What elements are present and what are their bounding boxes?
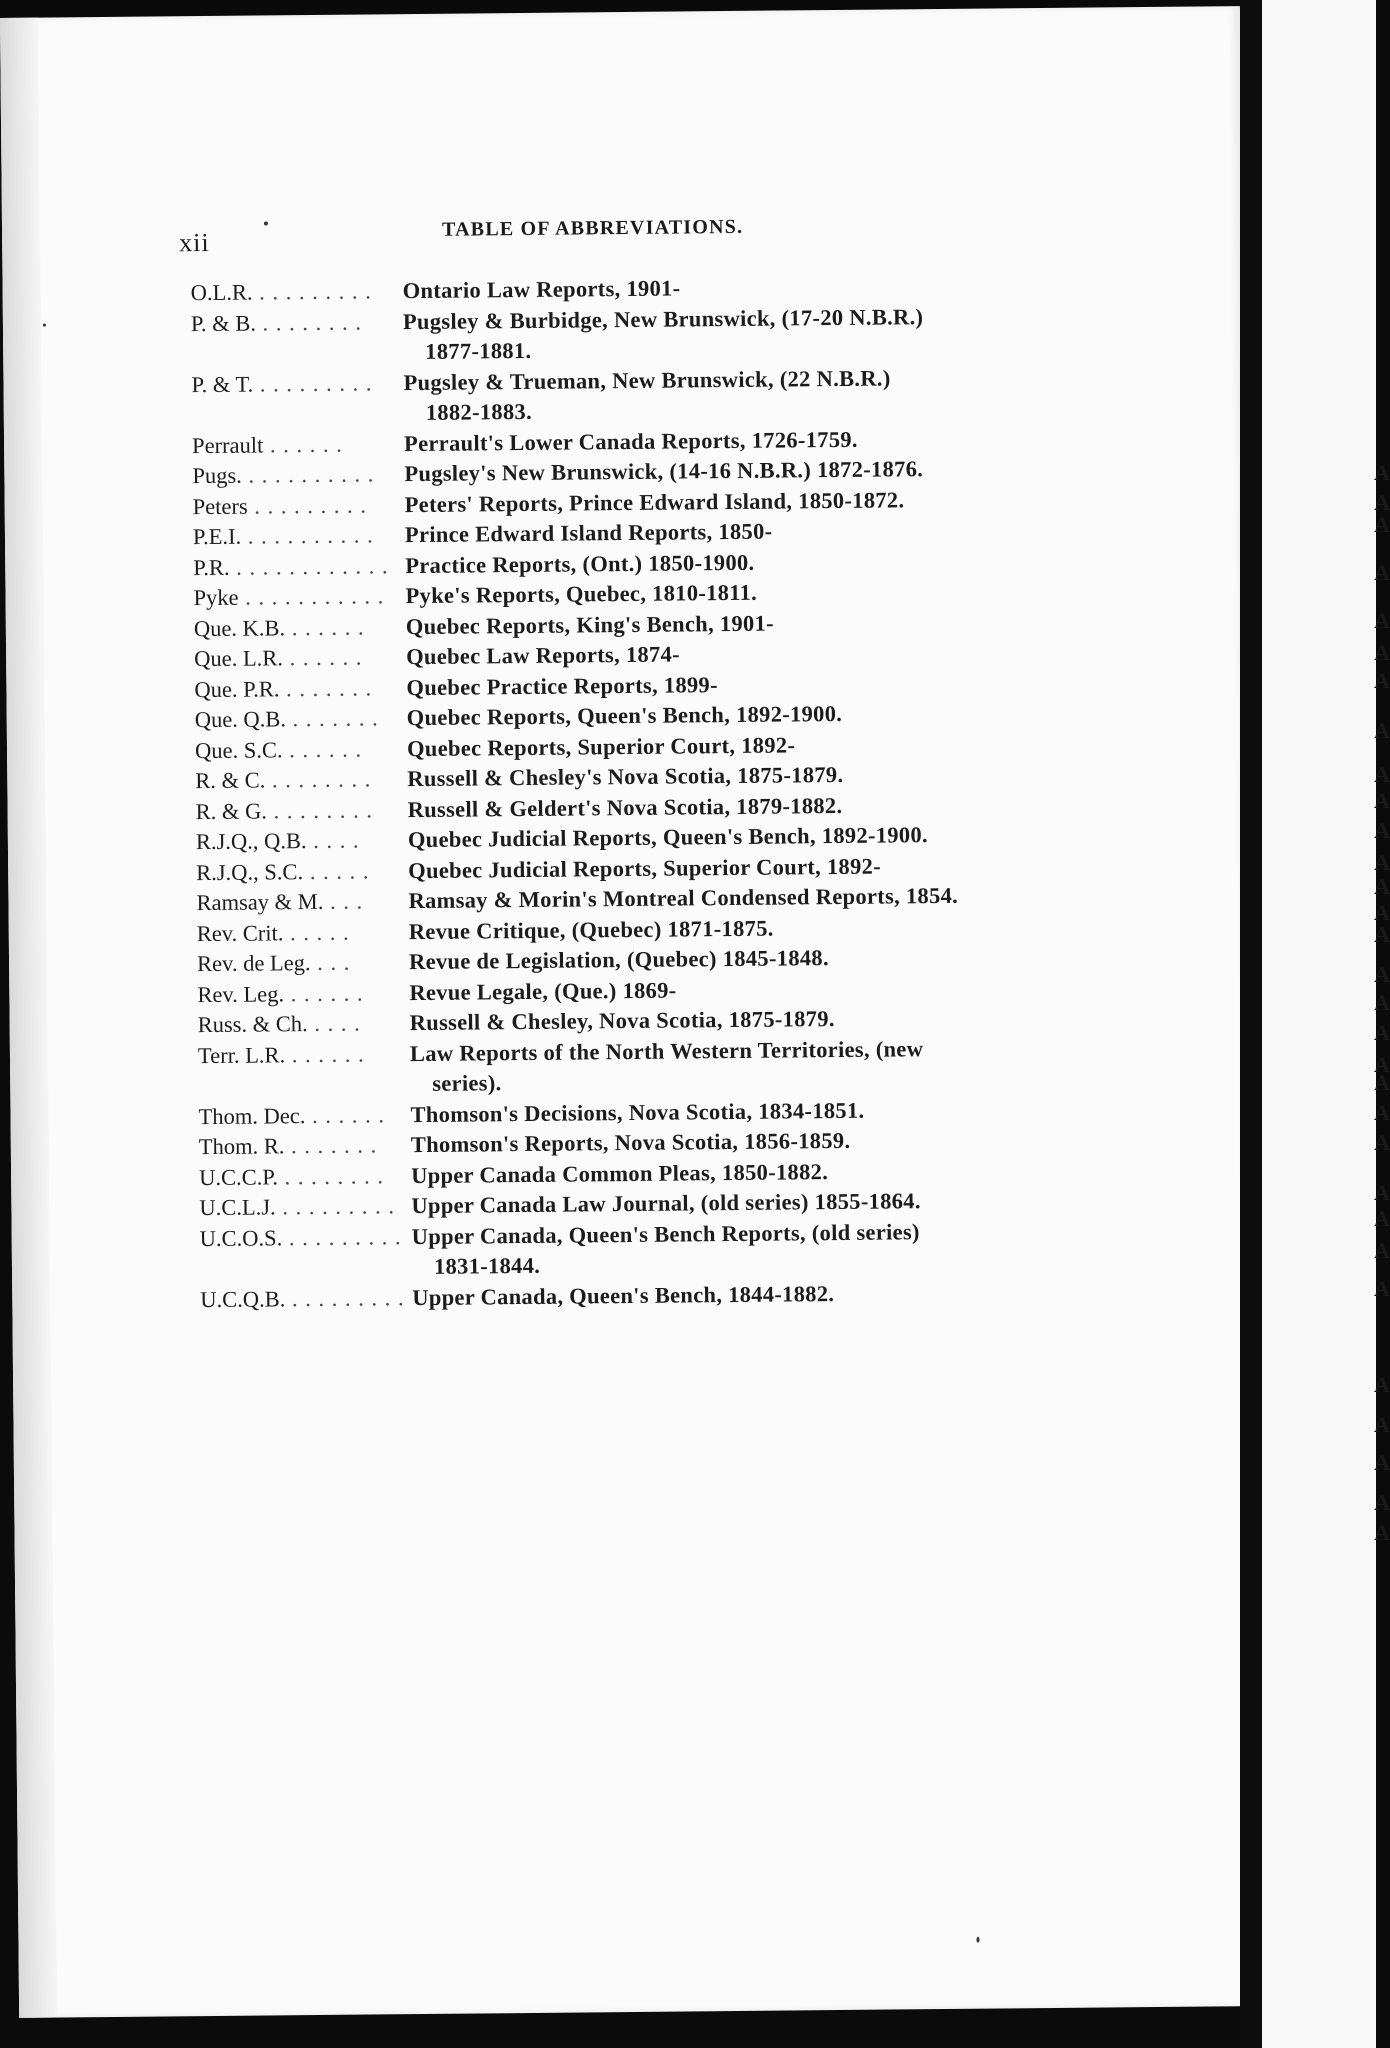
- expansion-text: Pugsley & Burbidge, New Brunswick, (17-20 N.B.R.): [402, 303, 924, 334]
- leader-dots: . . . . .: [283, 919, 350, 945]
- abbreviation-term: [194, 642, 406, 675]
- expansion-text: Ramsay & Morin's Montreal Condensed Reports, 1854.: [408, 882, 959, 914]
- abbreviation-term: [193, 581, 405, 614]
- expansion-text: Quebec Reports, Queen's Bench, 1892-1900.: [406, 700, 843, 731]
- facing-page-letter: A: [1374, 1412, 1390, 1437]
- abbreviation-term: [193, 520, 405, 553]
- abbreviation-term: [192, 459, 404, 492]
- book-gutter: [1240, 0, 1262, 2048]
- abbreviation-text: O.L.R.: [190, 279, 253, 306]
- facing-page-letter: A: [1374, 490, 1390, 515]
- abbreviation-text: U.C.O.S.: [199, 1224, 283, 1251]
- abbreviation-term: [197, 917, 409, 950]
- running-head: TABLE OF ABBREVIATIONS.: [441, 215, 744, 241]
- abbreviation-term: [195, 703, 407, 736]
- facing-page-letter: A: [1374, 1020, 1390, 1045]
- expansion-text: Pugsley & Trueman, New Brunswick, (22 N.B.R.): [403, 364, 891, 395]
- expansion-text: Thomson's Decisions, Nova Scotia, 1834-1851.: [410, 1097, 865, 1127]
- expansion-text: Perrault's Lower Canada Reports, 1726-1759.: [403, 426, 858, 456]
- abbreviation-term: [196, 886, 408, 919]
- abbreviation-term: [198, 1039, 410, 1072]
- abbreviation-expansion: [412, 1276, 1080, 1313]
- expansion-text: Ontario Law Reports, 1901-: [402, 275, 681, 304]
- abbreviation-entry: [198, 1032, 1079, 1101]
- expansion-text: Russell & Geldert's Nova Scotia, 1879-1882.: [407, 792, 843, 822]
- leader-dots: . . . . . .: [263, 431, 343, 457]
- leader-dots: . . . . . .: [282, 644, 363, 671]
- facing-page-letter: A: [1374, 1490, 1390, 1515]
- expansion-text: Upper Canada, Queen's Bench Reports, (old series): [411, 1218, 920, 1249]
- facing-page-letter: A: [1374, 1238, 1390, 1263]
- expansion-continuation: 1831-1844.: [433, 1252, 541, 1279]
- leader-dots: . . . . . .: [284, 614, 365, 640]
- abbreviation-text: Russ. & Ch.: [197, 1011, 308, 1038]
- facing-page-letter: A: [1374, 850, 1390, 875]
- leader-dots: . . . . . .: [282, 736, 363, 762]
- abbreviation-expansion: [403, 361, 1072, 428]
- leader-dots: . . . . . .: [283, 980, 364, 1006]
- leader-dots: . . . . . . . .: [266, 796, 374, 823]
- expansion-text: Russell & Chesley's Nova Scotia, 1875-1879.: [407, 761, 844, 792]
- abbreviation-expansion: [410, 1032, 1079, 1099]
- leader-dots: . . . . . . . . .: [275, 1193, 396, 1220]
- abbreviation-text: Terr. L.R.: [197, 1041, 286, 1068]
- expansion-text: Pugsley's New Brunswick, (14-16 N.B.R.) 1872-1876.: [404, 456, 924, 487]
- abbreviation-text: Peters: [192, 493, 248, 519]
- leader-dots: . . . . . . .: [284, 1132, 378, 1159]
- leader-dots: . . . . . . . . .: [252, 278, 372, 305]
- abbreviation-text: Que. L.R.: [194, 645, 284, 672]
- abbreviation-text: Que. S.C.: [194, 736, 283, 763]
- abbreviation-text: P.E.I.: [192, 523, 242, 550]
- facing-page-letter: A: [1374, 990, 1390, 1015]
- abbreviation-term: [197, 947, 409, 980]
- leader-dots: . . . . . . . . . . .: [238, 583, 385, 610]
- leader-dots: . . . . . . . .: [265, 766, 372, 793]
- expansion-continuation: 1877-1881.: [425, 337, 532, 364]
- abbreviation-term: [199, 1161, 411, 1194]
- facing-page-letter: A: [1374, 1130, 1390, 1155]
- leader-dots: . . . . . . . . .: [285, 1284, 405, 1311]
- facing-page-letter: A: [1374, 1052, 1390, 1077]
- abbreviation-term: [195, 764, 407, 797]
- abbreviation-term: [194, 673, 406, 706]
- print-speck: [43, 324, 46, 327]
- abbreviation-text: Pyke: [193, 584, 239, 611]
- leader-dots: . . . . . . . .: [277, 1162, 385, 1189]
- leader-dots: . . . . .: [303, 857, 370, 884]
- abbreviation-list: [191, 270, 1081, 1315]
- expansion-text: Revue Critique, (Quebec) 1871-1875.: [408, 915, 774, 944]
- leader-dots: . . . . . . . . .: [247, 492, 368, 519]
- abbreviation-text: U.C.C.P.: [199, 1163, 279, 1190]
- abbreviation-text: P.R.: [193, 554, 230, 580]
- expansion-text: Revue Legale, (Que.) 1869-: [409, 977, 677, 1005]
- facing-page-letter: A: [1374, 1372, 1390, 1397]
- abbreviation-text: Que. Q.B.: [194, 706, 287, 733]
- leader-dots: . . . . . .: [284, 1041, 365, 1067]
- leader-dots: . . . . . . . . . . . .: [229, 552, 389, 580]
- facing-page-letter: A: [1374, 1100, 1390, 1125]
- expansion-text: Upper Canada Law Journal, (old series) 1855-1864.: [411, 1188, 921, 1219]
- print-speck: [976, 1937, 979, 1943]
- expansion-text: Quebec Practice Reports, 1899-: [406, 671, 718, 700]
- facing-page-letter: A: [1374, 1206, 1390, 1231]
- abbreviation-entry: [191, 361, 1072, 430]
- leader-dots: . . . . . . .: [285, 705, 379, 732]
- expansion-text: Revue de Legislation, (Quebec) 1845-1848.: [408, 945, 829, 975]
- leader-dots: . . . .: [307, 1010, 361, 1037]
- abbreviation-term: [193, 490, 405, 523]
- leader-dots: . . . . . .: [305, 1101, 386, 1128]
- facing-page-letter: A: [1374, 900, 1390, 925]
- expansion-text: Upper Canada, Queen's Bench, 1844-1882.: [412, 1280, 835, 1310]
- expansion-text: Thomson's Reports, Nova Scotia, 1856-1859.: [410, 1127, 851, 1158]
- facing-page-letter: A: [1374, 1450, 1390, 1475]
- abbreviation-term: [198, 1008, 410, 1041]
- expansion-text: Peters' Reports, Prince Edward Island, 1850-1872.: [404, 486, 905, 517]
- document-page: [0, 6, 1259, 2018]
- abbreviation-text: Thom. Dec.: [198, 1102, 306, 1129]
- abbreviation-text: Perrault: [191, 431, 264, 458]
- facing-page-letter: A: [1374, 608, 1390, 633]
- facing-page-letter: A: [1374, 1180, 1390, 1205]
- expansion-text: Quebec Reports, King's Bench, 1901-: [405, 610, 774, 639]
- expansion-text: Law Reports of the North Western Territories, (new: [409, 1035, 924, 1066]
- abbreviation-term: [200, 1283, 412, 1316]
- expansion-text: Russell & Chesley, Nova Scotia, 1875-1879.: [409, 1006, 835, 1036]
- expansion-text: Practice Reports, (Ont.) 1850-1900.: [405, 549, 755, 578]
- abbreviation-text: Ramsay & M.: [196, 888, 324, 916]
- facing-page-letter: A: [1374, 640, 1390, 665]
- abbreviation-text: P. & B.: [190, 310, 257, 336]
- facing-page-letter: A: [1374, 818, 1390, 843]
- facing-page-letter: A: [1374, 460, 1390, 485]
- expansion-text: Quebec Judicial Reports, Superior Court, 1892-: [408, 853, 882, 883]
- leader-dots: . . . . . . .: [279, 674, 373, 701]
- abbreviation-text: Que. P.R.: [194, 675, 280, 702]
- abbreviation-term: [191, 276, 403, 309]
- abbreviation-term: [197, 978, 409, 1011]
- facing-page-letter: A: [1374, 1276, 1390, 1301]
- abbreviation-text: Rev. de Leg.: [196, 950, 311, 977]
- facing-page-letter: A: [1374, 560, 1390, 585]
- facing-page-letter: A: [1374, 762, 1390, 787]
- abbreviation-term: [195, 734, 407, 767]
- abbreviation-term: [196, 856, 408, 889]
- facing-page-letter: A: [1374, 788, 1390, 813]
- abbreviation-term: [192, 429, 404, 462]
- expansion-text: Pyke's Reports, Quebec, 1810-1811.: [405, 579, 758, 609]
- leader-dots: . . . . . . . . .: [253, 369, 373, 397]
- leader-dots: . . . . . . . . .: [282, 1223, 402, 1250]
- abbreviation-expansion: [412, 1215, 1081, 1282]
- leader-dots: . . . . . . . .: [255, 309, 363, 336]
- abbreviation-entry: [191, 300, 1072, 369]
- print-speck: [264, 221, 268, 225]
- abbreviation-text: R.J.Q., Q.B.: [195, 828, 307, 855]
- facing-page-letter: A: [1374, 962, 1390, 987]
- facing-page-letter: A: [1374, 874, 1390, 899]
- facing-page-letter: A: [1374, 1070, 1390, 1095]
- abbreviation-text: U.C.Q.B.: [200, 1285, 286, 1312]
- abbreviation-text: R. & G.: [195, 797, 268, 824]
- abbreviation-term: [191, 307, 403, 340]
- abbreviation-term: [196, 825, 408, 858]
- abbreviation-text: Rev. Leg.: [197, 980, 285, 1007]
- facing-page-letter: A: [1374, 512, 1390, 537]
- expansion-text: Prince Edward Island Reports, 1850-: [404, 518, 773, 548]
- leader-dots: . . . . . . . . . .: [241, 522, 374, 549]
- leader-dots: . . . . . . . . . .: [241, 461, 375, 488]
- abbreviation-term: [199, 1191, 411, 1224]
- abbreviation-term: [191, 368, 403, 401]
- facing-page: [1262, 0, 1390, 2048]
- leader-dots: . . .: [310, 949, 351, 976]
- abbreviation-text: Pugs.: [192, 462, 242, 489]
- leader-dots: . . . .: [306, 827, 360, 854]
- abbreviation-text: R. & C.: [195, 767, 266, 794]
- abbreviation-text: U.C.L.J.: [199, 1194, 276, 1221]
- page-binding-shade: [0, 18, 57, 2018]
- abbreviation-text: Thom. R.: [198, 1133, 285, 1160]
- facing-page-letter: A: [1374, 922, 1390, 947]
- abbreviation-term: [195, 795, 407, 828]
- expansion-continuation: 1882-1883.: [425, 398, 533, 425]
- expansion-text: Quebec Law Reports, 1874-: [406, 641, 680, 670]
- abbreviation-term: [199, 1130, 411, 1163]
- expansion-continuation: series).: [432, 1070, 502, 1096]
- facing-page-letter: A: [1374, 718, 1390, 743]
- abbreviation-term: [200, 1222, 412, 1255]
- expansion-text: Quebec Judicial Reports, Queen's Bench, 1892-1900.: [407, 822, 929, 853]
- abbreviation-term: [194, 612, 406, 645]
- leader-dots: . . .: [323, 888, 364, 914]
- facing-page-letter: A: [1374, 1520, 1390, 1545]
- abbreviation-term: [198, 1100, 410, 1133]
- abbreviation-text: P. & T.: [191, 371, 254, 397]
- abbreviation-expansion: [403, 300, 1072, 367]
- facing-page-letter: A: [1374, 668, 1390, 693]
- abbreviation-entry: [200, 1215, 1081, 1284]
- expansion-text: Quebec Reports, Superior Court, 1892-: [406, 731, 796, 761]
- abbreviation-text: Rev. Crit.: [196, 919, 284, 946]
- page-number: xii: [179, 227, 210, 258]
- expansion-text: Upper Canada Common Pleas, 1850-1882.: [411, 1158, 829, 1188]
- abbreviation-term: [193, 551, 405, 584]
- abbreviation-text: R.J.Q., S.C.: [196, 858, 304, 885]
- abbreviation-text: Que. K.B.: [193, 614, 286, 641]
